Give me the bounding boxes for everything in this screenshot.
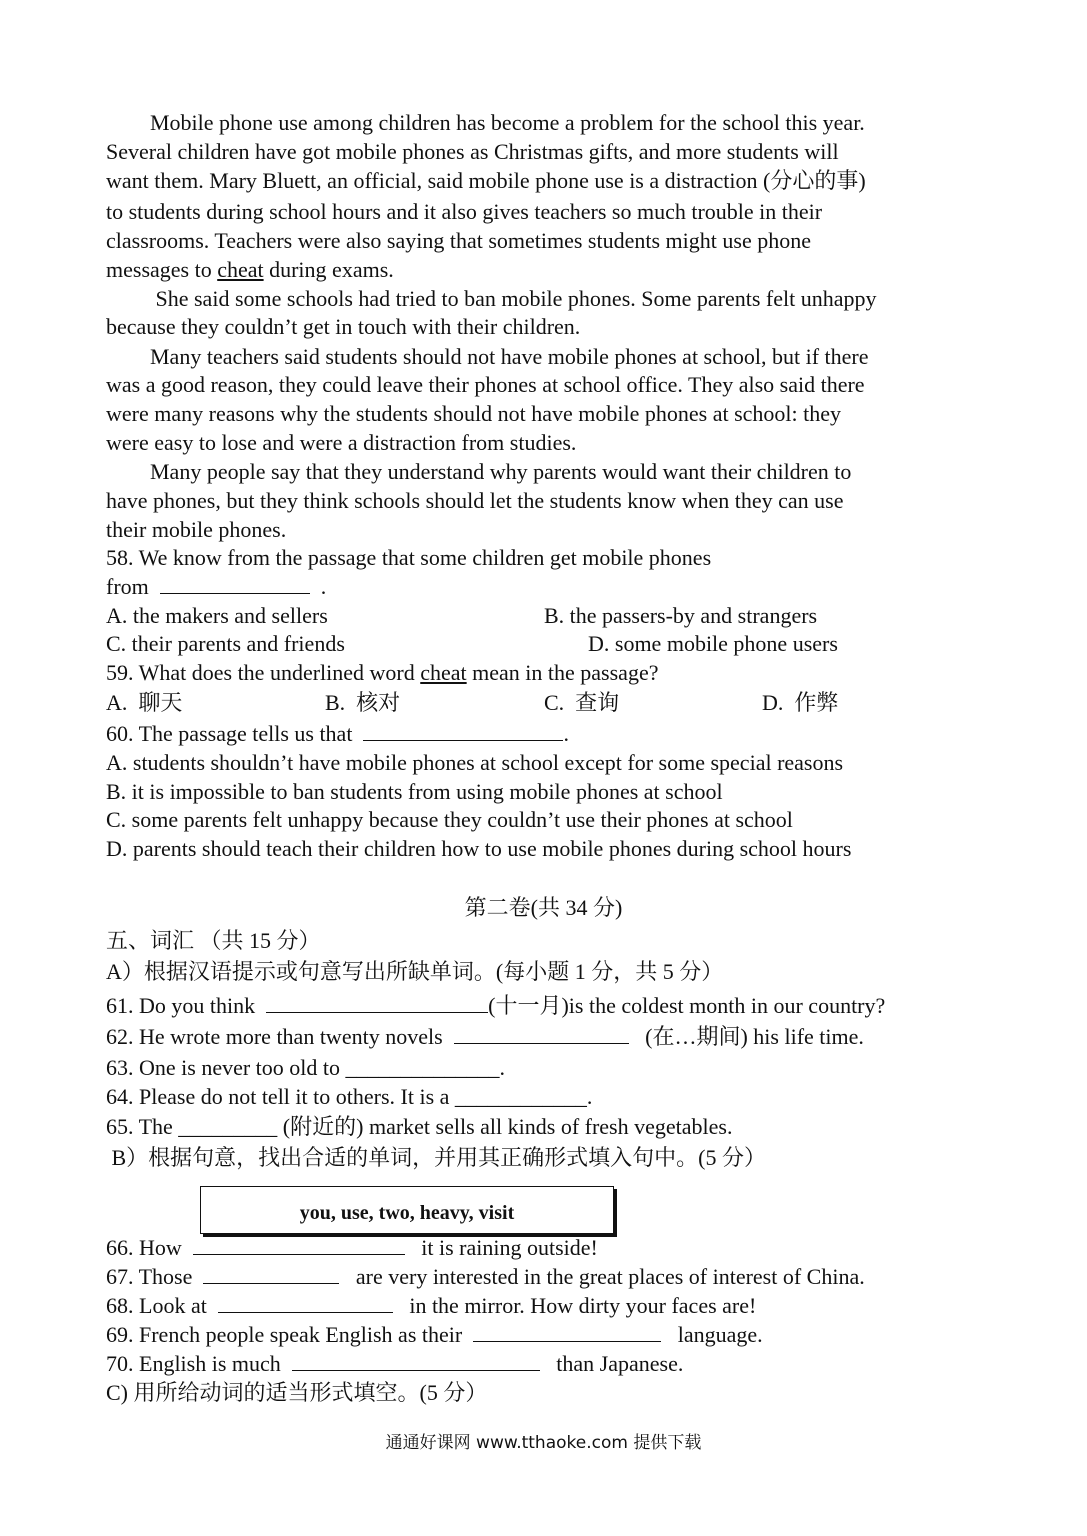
answer-blank[interactable] — [193, 1234, 405, 1255]
option-d: D. 作弊 — [762, 690, 839, 715]
text: from — [106, 574, 149, 599]
passage-line: were many reasons why the students should not have mobile phones at school: they — [106, 401, 842, 426]
passage-line: Several children have got mobile phones as Christmas gifts, and more students will — [106, 139, 839, 164]
passage-line: was a good reason, they could leave their phones at school office. They also said there — [106, 372, 865, 397]
passage-line: want them. Mary Bluett, an official, said mobile phone use is a distraction (分心的事) — [106, 168, 866, 193]
word-bank-box: you, use, two, heavy, visit — [200, 1186, 614, 1234]
option-b: B. 核对 — [325, 690, 401, 715]
text: . — [320, 574, 327, 599]
answer-blank[interactable] — [454, 1023, 629, 1044]
text: 66. How — [106, 1235, 182, 1260]
text: mean in the passage? — [466, 660, 659, 685]
page-footer: 通通好课网 www.tthaoke.com 提供下载 — [385, 1433, 702, 1453]
answer-blank[interactable] — [266, 992, 488, 1013]
passage-line: Many teachers said students should not have mobile phones at school, but if there — [150, 344, 869, 369]
text: . — [563, 721, 569, 746]
passage-line: were easy to lose and were a distraction from studies. — [106, 430, 577, 455]
text: are very interested in the great places of interest of China. — [355, 1264, 865, 1289]
text: 70. English is much — [106, 1351, 281, 1376]
text: 60. The passage tells us that — [106, 721, 353, 746]
instruction-a: A）根据汉语提示或句意写出所缺单词。(每小题 1 分，共 5 分） — [106, 959, 724, 984]
question-58-cont — [106, 572, 326, 601]
underlined-word-cheat: cheat — [420, 660, 467, 685]
passage-line: have phones, but they think schools should let the students know when they can use — [106, 488, 844, 513]
question-69 — [106, 1320, 763, 1349]
question-59 — [106, 658, 658, 687]
part-title: 第二卷(共 34 分) — [464, 895, 623, 920]
text: 62. He wrote more than twenty novels — [106, 1024, 443, 1049]
passage-line: to students during school hours and it also gives teachers so much trouble in their — [106, 199, 823, 224]
instruction-b: B）根据句意，找出合适的单词，并用其正确形式填入句中。(5 分） — [106, 1145, 767, 1170]
question-67 — [106, 1262, 865, 1291]
answer-blank[interactable] — [160, 573, 310, 594]
option-d: D. some mobile phone users — [588, 631, 838, 656]
text: (十一月)is the coldest month in our country? — [488, 993, 886, 1018]
text: 61. Do you think — [106, 993, 256, 1018]
answer-blank[interactable] — [473, 1321, 661, 1342]
answer-blank[interactable] — [363, 720, 563, 741]
question-58: 58. We know from the passage that some children get mobile phones — [106, 545, 712, 570]
question-61 — [106, 991, 885, 1020]
question-65: 65. The _________ (附近的) market sells all kinds of fresh vegetables. — [106, 1114, 733, 1139]
answer-blank[interactable] — [203, 1263, 339, 1284]
text: language. — [677, 1322, 763, 1347]
option-c: C. some parents felt unhappy because they couldn’t use their phones at school — [106, 807, 793, 832]
text: 69. French people speak English as their — [106, 1322, 463, 1347]
passage-line: She said some schools had tried to ban mobile phones. Some parents felt unhappy — [150, 286, 877, 311]
passage-line — [106, 255, 394, 284]
instruction-c: C) 用所给动词的适当形式填空。(5 分） — [106, 1380, 488, 1405]
option-b: B. it is impossible to ban students from using mobile phones at school — [106, 779, 723, 804]
passage-line: because they couldn’t get in touch with their children. — [106, 314, 581, 339]
option-b: B. the passers-by and strangers — [544, 603, 818, 628]
option-c: C. 查询 — [544, 690, 620, 715]
text: than Japanese. — [556, 1351, 684, 1376]
text: 59. What does the underlined word — [106, 660, 421, 685]
passage-line: their mobile phones. — [106, 517, 287, 542]
option-a: A. students shouldn’t have mobile phones at school except for some special reasons — [106, 750, 844, 775]
underlined-word-cheat: cheat — [217, 257, 264, 282]
option-c: C. their parents and friends — [106, 631, 345, 656]
section-heading: 五、词汇 （共 15 分） — [106, 928, 321, 953]
text: during exams. — [263, 257, 394, 282]
passage-line: Mobile phone use among children has become a problem for the school this year. — [150, 110, 865, 135]
option-a: A. 聊天 — [106, 690, 183, 715]
question-62 — [106, 1022, 864, 1051]
question-63: 63. One is never too old to ______________. — [106, 1055, 506, 1080]
text: messages to — [106, 257, 218, 282]
option-d: D. parents should teach their children how to use mobile phones during school hours — [106, 836, 852, 861]
option-a: A. the makers and sellers — [106, 603, 328, 628]
question-60 — [106, 719, 569, 748]
passage-line: Many people say that they understand why parents would want their children to — [150, 459, 852, 484]
text: (在…期间) his life time. — [639, 1024, 864, 1049]
answer-blank[interactable] — [292, 1350, 540, 1371]
answer-blank[interactable] — [218, 1292, 393, 1313]
text: it is raining outside! — [421, 1235, 598, 1260]
text: 67. Those — [106, 1264, 193, 1289]
passage-line: classrooms. Teachers were also saying that sometimes students might use phone — [106, 228, 811, 253]
question-66 — [106, 1233, 598, 1262]
text: in the mirror. How dirty your faces are! — [409, 1293, 757, 1318]
question-70 — [106, 1349, 683, 1378]
question-64: 64. Please do not tell it to others. It is a ____________. — [106, 1084, 593, 1109]
question-68 — [106, 1291, 756, 1320]
text: 68. Look at — [106, 1293, 207, 1318]
